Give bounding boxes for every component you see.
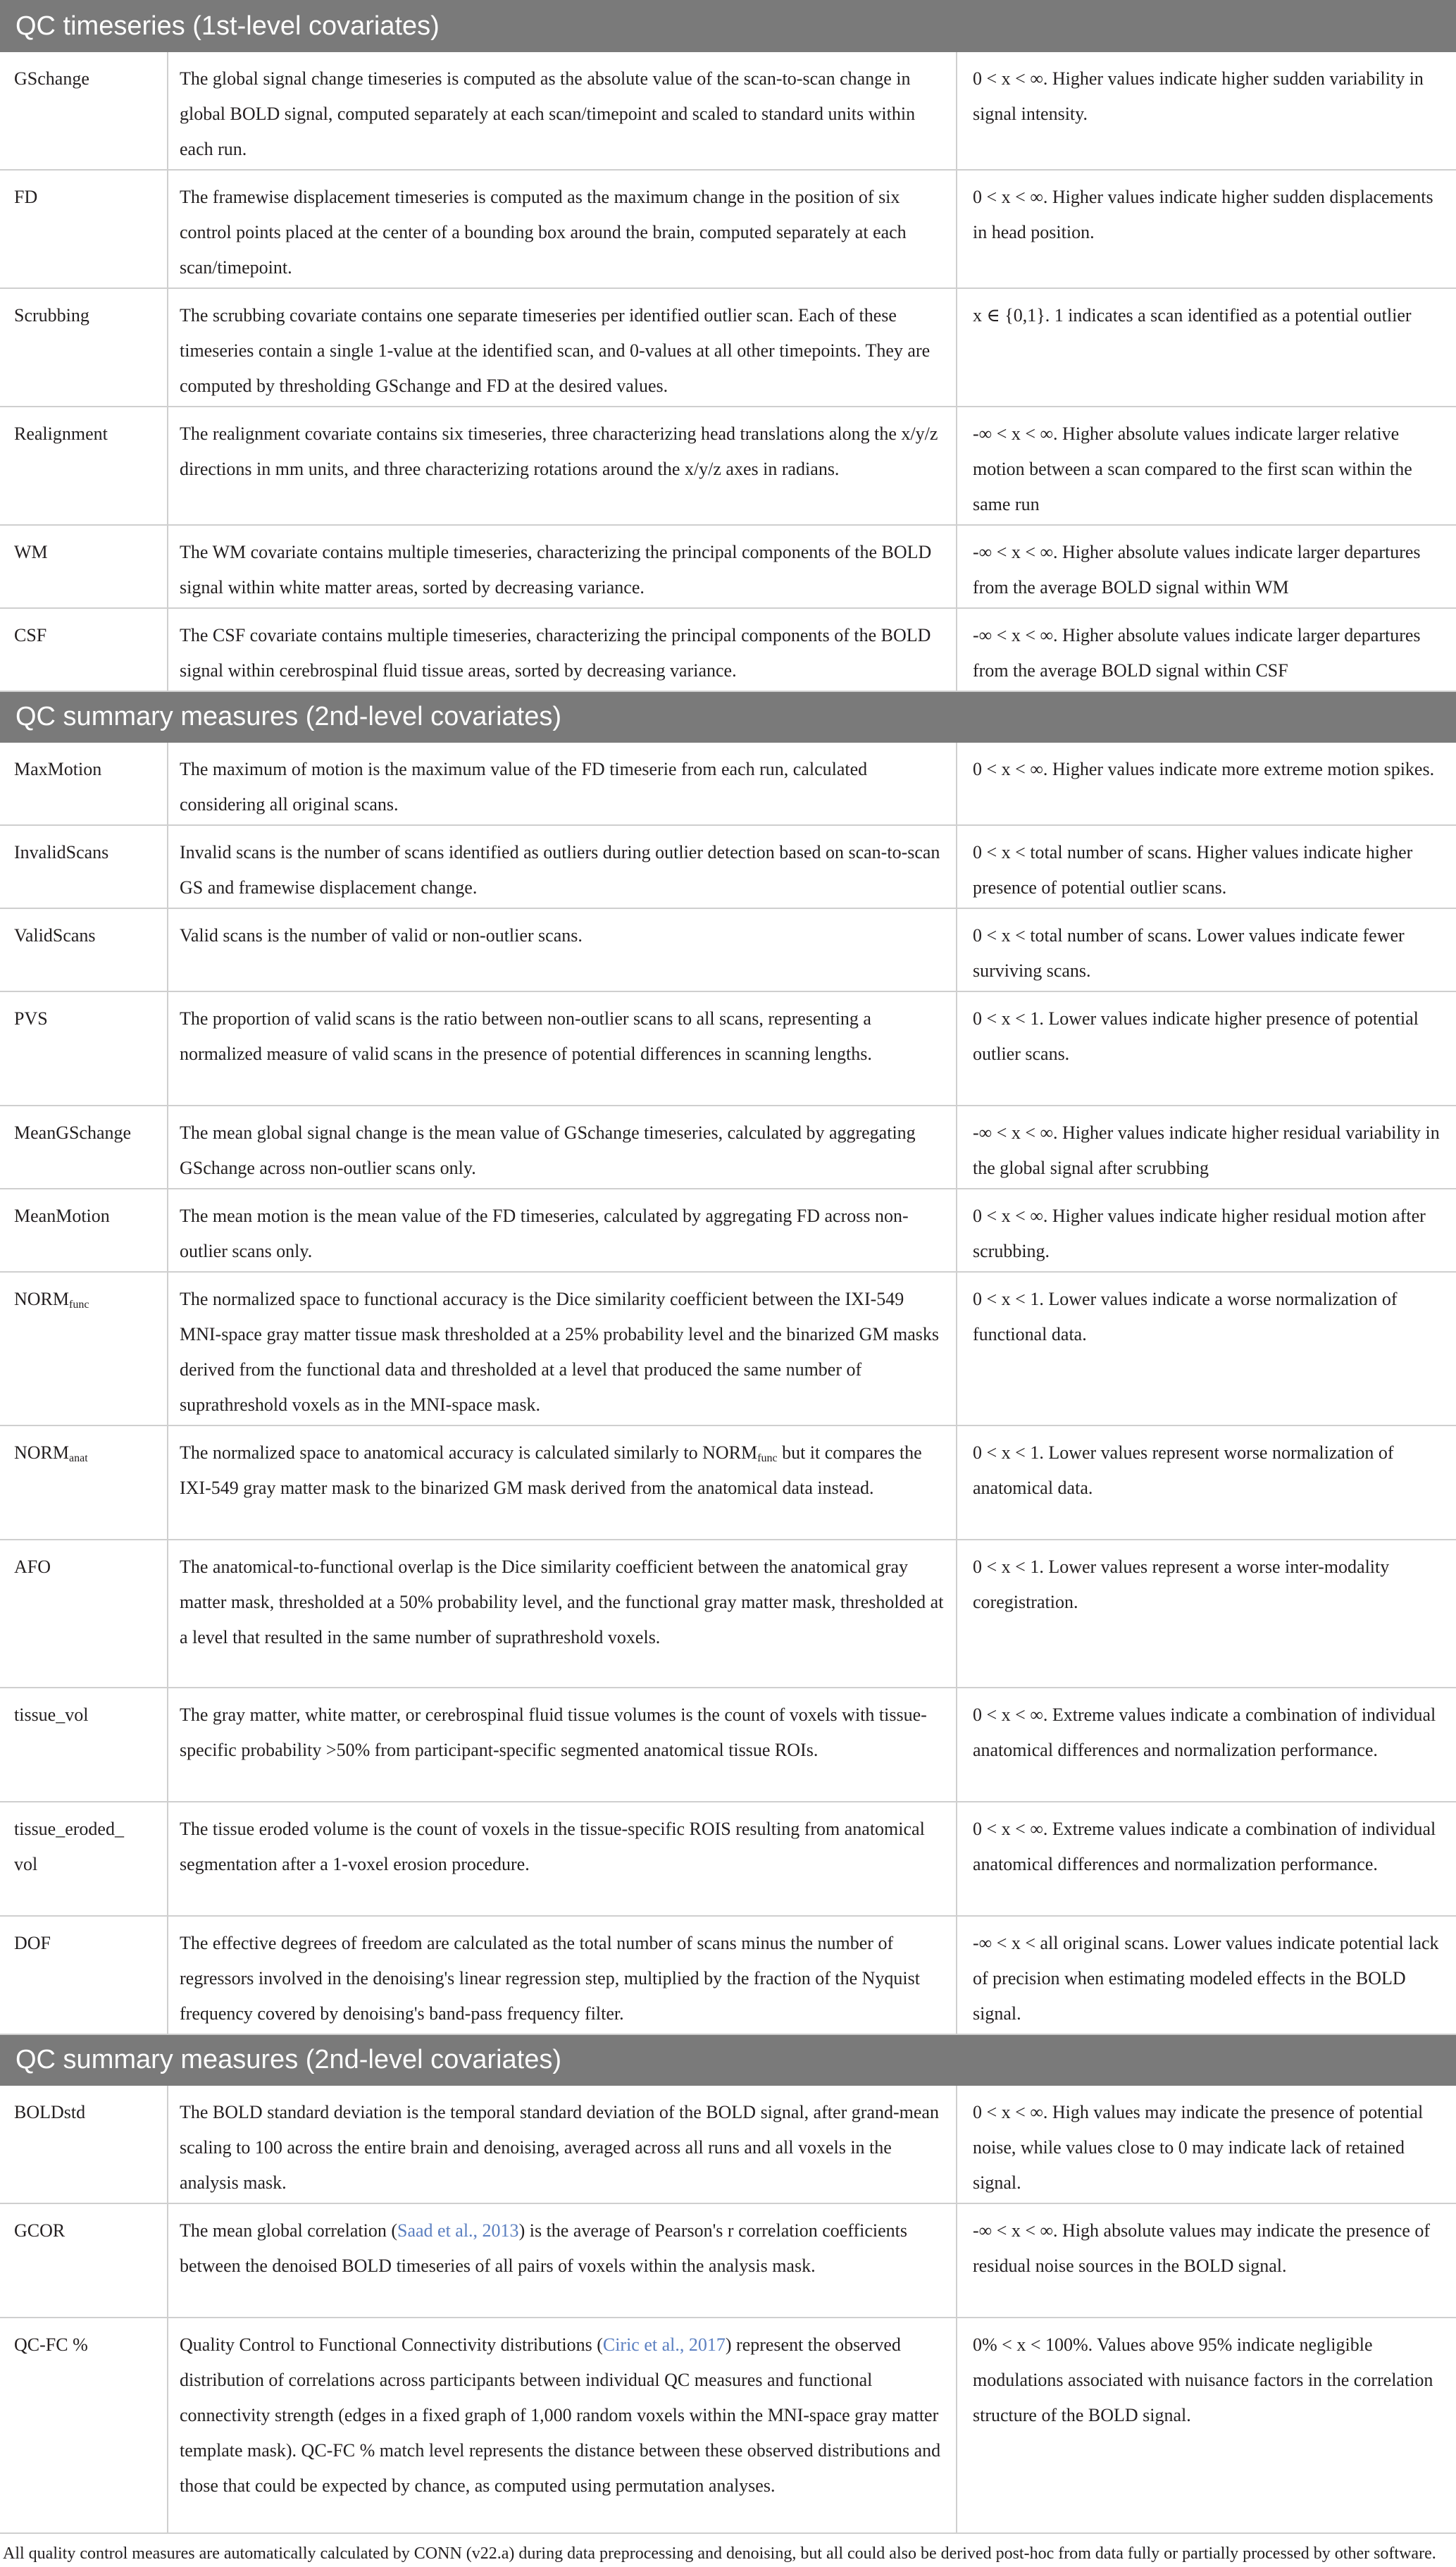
- measure-range: 0 < x < ∞. Higher values indicate higher residual motion after scrubbing.: [957, 1189, 1456, 1272]
- measure-name-line: tissue_eroded_: [14, 1819, 124, 1839]
- measure-name: ValidScans: [0, 908, 168, 991]
- measure-range: 0 < x < 1. Lower values indicate a worse normalization of functional data.: [957, 1272, 1456, 1425]
- table-row: [0, 1106, 1456, 1189]
- measure-name-subscript: anat: [69, 1452, 88, 1464]
- measure-name: Scrubbing: [0, 288, 168, 407]
- measure-range: -∞ < x < ∞. High absolute values may indicate the presence of residual noise sources in the BOLD signal.: [957, 2203, 1456, 2318]
- measure-range: 0 < x < ∞. Higher values indicate more extreme motion spikes.: [957, 742, 1456, 825]
- measure-description: The scrubbing covariate contains one separate timeseries per identified outlier scan. Each of these timeseries contain a single 1-value at the identified scan, and 0-values at all other timepoints. They are computed by thresholding GSchange and FD at the desired values.: [168, 288, 957, 407]
- measure-range: 0 < x < ∞. Higher values indicate higher sudden displacements in head position.: [957, 170, 1456, 288]
- table-row: [0, 170, 1456, 288]
- table-row: [0, 407, 1456, 525]
- measure-name-line: vol: [14, 1854, 38, 1874]
- measure-description: [168, 2203, 957, 2318]
- table-row: [0, 1189, 1456, 1272]
- measure-description: The BOLD standard deviation is the temporal standard deviation of the BOLD signal, after grand-mean scaling to 100 across the entire brain and denoising, averaged across all runs and all voxels in the analysis mask.: [168, 2085, 957, 2203]
- measure-range: -∞ < x < ∞. Higher absolute values indicate larger relative motion between a scan compared to the first scan within the same run: [957, 407, 1456, 525]
- table-row: [0, 51, 1456, 170]
- section-title: QC summary measures (2nd-level covariates): [0, 691, 1456, 742]
- description-part: Quality Control to Functional Connectivity distributions (: [180, 2334, 603, 2355]
- measure-range: -∞ < x < ∞. Higher values indicate higher residual variability in the global signal after scrubbing: [957, 1106, 1456, 1189]
- description-part: but it compares the IXI-549 gray matter mask to the binarized GM mask derived from the anatomical data instead.: [180, 1442, 922, 1498]
- measure-name: CSF: [0, 608, 168, 691]
- measure-name: QC-FC %: [0, 2318, 168, 2533]
- measure-range: -∞ < x < ∞. Higher absolute values indicate larger departures from the average BOLD signal within WM: [957, 525, 1456, 608]
- measure-range: 0 < x < total number of scans. Higher values indicate higher presence of potential outlier scans.: [957, 825, 1456, 908]
- table-row: [0, 1540, 1456, 1688]
- description-part: ) represent the observed distribution of correlations across participants between individual QC measures and functional connectivity strength (edges in a fixed graph of 1,000 random voxels within the MNI-space gray matter template mask). QC-FC % match level represents the distance between these observed distributions and those that could be expected by chance, as computed using permutation analyses.: [180, 2334, 941, 2496]
- measure-range: 0 < x < ∞. Higher values indicate higher sudden variability in signal intensity.: [957, 51, 1456, 170]
- measure-range: 0 < x < ∞. High values may indicate the presence of potential noise, while values close to 0 may indicate lack of retained signal.: [957, 2085, 1456, 2203]
- measure-description: [168, 2318, 957, 2533]
- measure-name-subscript: func: [69, 1299, 89, 1311]
- measure-name: InvalidScans: [0, 825, 168, 908]
- measure-range: 0 < x < total number of scans. Lower values indicate fewer surviving scans.: [957, 908, 1456, 991]
- description-subscript: func: [757, 1452, 778, 1464]
- measure-range: -∞ < x < all original scans. Lower values indicate potential lack of precision when estimating modeled effects in the BOLD signal.: [957, 1916, 1456, 2034]
- measure-description: Valid scans is the number of valid or non-outlier scans.: [168, 908, 957, 991]
- measure-name: MaxMotion: [0, 742, 168, 825]
- table-row: [0, 525, 1456, 608]
- table-row: [0, 1272, 1456, 1425]
- measure-name: GCOR: [0, 2203, 168, 2318]
- measure-range: 0 < x < ∞. Extreme values indicate a combination of individual anatomical differences and normalization performance.: [957, 1802, 1456, 1916]
- measure-description: The normalized space to functional accuracy is the Dice similarity coefficient between the IXI-549 MNI-space gray matter tissue mask thresholded at a 25% probability level and the binarized GM masks derived from the functional data and thresholded at a level that produced the same number of suprathreshold voxels as in the MNI-space mask.: [168, 1272, 957, 1425]
- table-row: [0, 1425, 1456, 1540]
- measure-name: DOF: [0, 1916, 168, 2034]
- measure-description: The anatomical-to-functional overlap is the Dice similarity coefficient between the anatomical gray matter mask, thresholded at a 50% probability level, and the functional gray matter mask, thresholded at a level that resulted in the same number of suprathreshold voxels.: [168, 1540, 957, 1688]
- measure-description: The mean global signal change is the mean value of GSchange timeseries, calculated by aggregating GSchange across non-outlier scans only.: [168, 1106, 957, 1189]
- measure-name: PVS: [0, 991, 168, 1106]
- table-row: [0, 1916, 1456, 2034]
- measure-description: The global signal change timeseries is computed as the absolute value of the scan-to-scan change in global BOLD signal, computed separately at each scan/timepoint and scaled to standard units within each run.: [168, 51, 957, 170]
- measure-range: -∞ < x < ∞. Higher absolute values indicate larger departures from the average BOLD signal within CSF: [957, 608, 1456, 691]
- measure-name: [0, 1425, 168, 1540]
- description-part: The normalized space to anatomical accuracy is calculated similarly to NORM: [180, 1442, 758, 1463]
- measure-range: 0% < x < 100%. Values above 95% indicate negligible modulations associated with nuisance factors in the correlation structure of the BOLD signal.: [957, 2318, 1456, 2533]
- description-part: The mean global correlation (: [180, 2220, 397, 2241]
- table-row: [0, 908, 1456, 991]
- measure-name: [0, 1802, 168, 1916]
- measure-name: WM: [0, 525, 168, 608]
- table-row: [0, 1688, 1456, 1802]
- measure-description: The framewise displacement timeseries is computed as the maximum change in the position of six control points placed at the center of a bounding box around the brain, computed separately at each scan/timepoint.: [168, 170, 957, 288]
- measure-name-main: NORM: [14, 1289, 70, 1309]
- measure-name: tissue_vol: [0, 1688, 168, 1802]
- measure-range: 0 < x < 1. Lower values represent worse normalization of anatomical data.: [957, 1425, 1456, 1540]
- citation-link[interactable]: Ciric et al., 2017: [602, 2334, 726, 2355]
- measure-description: Invalid scans is the number of scans identified as outliers during outlier detection based on scan-to-scan GS and framewise displacement change.: [168, 825, 957, 908]
- measure-description: The mean motion is the mean value of the FD timeseries, calculated by aggregating FD across non-outlier scans only.: [168, 1189, 957, 1272]
- citation-link[interactable]: Saad et al., 2013: [397, 2220, 519, 2241]
- description-part: ) is the average of Pearson's r correlation coefficients between the denoised BOLD timeseries of all pairs of voxels within the analysis mask.: [180, 2220, 907, 2276]
- measure-range: 0 < x < ∞. Extreme values indicate a combination of individual anatomical differences and normalization performance.: [957, 1688, 1456, 1802]
- measure-name: MeanGSchange: [0, 1106, 168, 1189]
- table-row: [0, 1802, 1456, 1916]
- measure-description: The proportion of valid scans is the ratio between non-outlier scans to all scans, representing a normalized measure of valid scans in the presence of potential differences in scanning lengths.: [168, 991, 957, 1106]
- measure-description: The maximum of motion is the maximum value of the FD timeserie from each run, calculated considering all original scans.: [168, 742, 957, 825]
- measure-description: The WM covariate contains multiple timeseries, characterizing the principal components of the BOLD signal within white matter areas, sorted by decreasing variance.: [168, 525, 957, 608]
- table-row: [0, 742, 1456, 825]
- measure-name: MeanMotion: [0, 1189, 168, 1272]
- measure-name: FD: [0, 170, 168, 288]
- table-footnote: All quality control measures are automatically calculated by CONN (v22.a) during data preprocessing and denoising, but all could also be derived post-hoc from data fully or partially processed by other software.: [3, 2544, 1436, 2563]
- measure-name: GSchange: [0, 51, 168, 170]
- section-header: [0, 2034, 1456, 2085]
- measure-description: The tissue eroded volume is the count of voxels in the tissue-specific ROIS resulting from anatomical segmentation after a 1-voxel erosion procedure.: [168, 1802, 957, 1916]
- measure-description: The realignment covariate contains six timeseries, three characterizing head translations along the x/y/z directions in mm units, and three characterizing rotations around the x/y/z axes in radians.: [168, 407, 957, 525]
- table-row: [0, 288, 1456, 407]
- table-row: [0, 2318, 1456, 2533]
- measure-name: AFO: [0, 1540, 168, 1688]
- measure-range: x ∈ {0,1}. 1 indicates a scan identified as a potential outlier: [957, 288, 1456, 407]
- section-title: QC timeseries (1st-level covariates): [0, 1, 1456, 51]
- table-row: [0, 608, 1456, 691]
- measure-description: [168, 1425, 957, 1540]
- measure-description: The CSF covariate contains multiple timeseries, characterizing the principal components of the BOLD signal within cerebrospinal fluid tissue areas, sorted by decreasing variance.: [168, 608, 957, 691]
- measure-name: Realignment: [0, 407, 168, 525]
- measure-name: [0, 1272, 168, 1425]
- table-row: [0, 2085, 1456, 2203]
- measure-description: The gray matter, white matter, or cerebrospinal fluid tissue volumes is the count of voxels with tissue-specific probability >50% from participant-specific segmented anatomical tissue ROIs.: [168, 1688, 957, 1802]
- table-row: [0, 2203, 1456, 2318]
- measure-name-main: NORM: [14, 1442, 70, 1463]
- table-row: [0, 825, 1456, 908]
- measure-range: 0 < x < 1. Lower values indicate higher presence of potential outlier scans.: [957, 991, 1456, 1106]
- measure-name: BOLDstd: [0, 2085, 168, 2203]
- measure-range: 0 < x < 1. Lower values represent a worse inter-modality coregistration.: [957, 1540, 1456, 1688]
- table-row: [0, 991, 1456, 1106]
- section-header: [0, 691, 1456, 742]
- section-title: QC summary measures (2nd-level covariates): [0, 2034, 1456, 2085]
- section-header: [0, 1, 1456, 51]
- measure-description: The effective degrees of freedom are calculated as the total number of scans minus the number of regressors involved in the denoising's linear regression step, multiplied by the fraction of the Nyquist frequency covered by denoising's band-pass frequency filter.: [168, 1916, 957, 2034]
